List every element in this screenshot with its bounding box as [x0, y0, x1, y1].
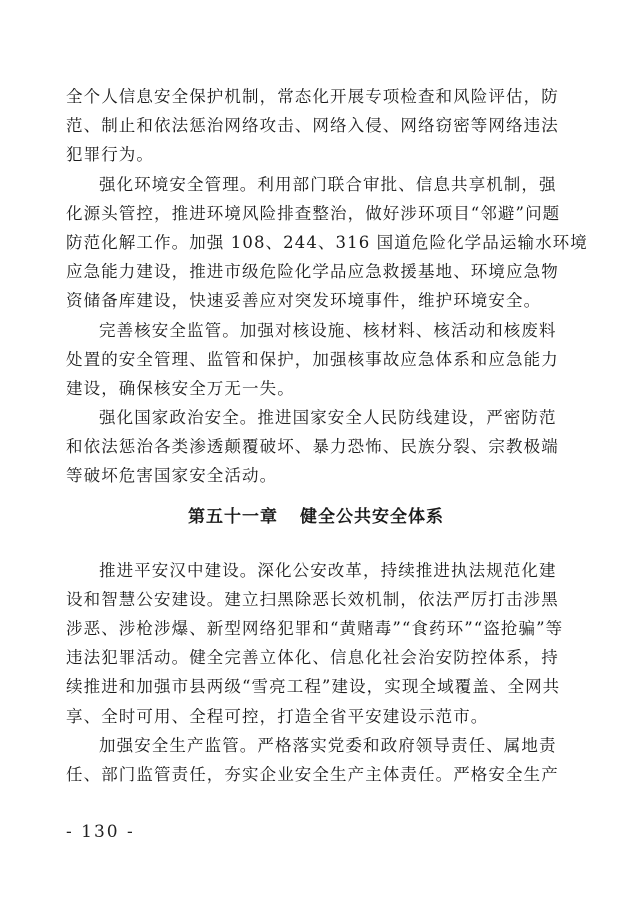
text-line: 应急能力建设，推进市级危险化学品应急救援基地、环境应急物: [66, 262, 559, 282]
paragraph-nuclear-safety: [66, 316, 566, 404]
text-line: 资储备库建设，快速妥善应对突发环境事件，维护环境安全。: [66, 291, 542, 311]
text-span: 深化公安改革，持续推进执法规范化建: [257, 560, 557, 580]
text-span: 推进国家安全人民防线建设，严密防范: [257, 408, 557, 428]
text-line: 享、全时可用、全程可控，打造全省平安建设示范市。: [66, 706, 489, 726]
paragraph-lead: 推进平安汉中建设。: [99, 560, 258, 580]
text-span: 加强对核设施、核材料、核活动和核废料: [239, 320, 557, 340]
text-line: 建设，确保核安全万无一失。: [66, 378, 295, 398]
text-line: 和依法惩治各类渗透颠覆破坏、暴力恐怖、民族分裂、宗教极端: [66, 437, 559, 457]
paragraph-lead: 强化国家政治安全。: [99, 408, 258, 428]
text-line: 化源头管控，推进环境风险排查整治，做好涉环项目“邻避”问题: [66, 203, 561, 223]
text-line: [66, 403, 566, 432]
text-span: 严格落实党委和政府领导责任、属地责: [257, 735, 557, 755]
document-page: [66, 82, 588, 789]
text-line: 犯罪行为。: [66, 145, 154, 165]
text-line: [66, 316, 566, 345]
paragraph-lead: 强化环境安全管理。: [99, 174, 258, 194]
text-line: 任、部门监管责任，夯实企业安全生产主体责任。严格安全生产: [66, 764, 559, 784]
text-line: 设和智慧公安建设。建立扫黑除恶长效机制，依法严厉打击涉黑: [66, 589, 559, 609]
text-line: 违法犯罪活动。健全完善立体化、信息化社会治安防控体系，持: [66, 648, 559, 668]
paragraph-lead: 加强安全生产监管。: [99, 735, 258, 755]
text-line: 续推进和加强市县两级“雪亮工程”建设，实现全域覆盖、全网共: [66, 677, 561, 697]
text-line: 处置的安全管理、监管和保护，加强核事故应急体系和应急能力: [66, 349, 559, 369]
text-line: [66, 731, 566, 760]
chapter-heading: [66, 503, 566, 532]
text-line: [66, 170, 566, 199]
text-line: 范、制止和依法惩治网络攻击、网络入侵、网络窃密等网络违法: [66, 116, 559, 136]
text-line: 防范化解工作。加强 108、244、316 国道危险化学品运输水环境: [66, 232, 588, 252]
paragraph-production-safety: [66, 731, 566, 789]
chapter-title: 健全公共安全体系: [300, 506, 444, 527]
text-line: 全个人信息安全保护机制，常态化开展专项检查和风险评估，防: [66, 87, 559, 106]
paragraph-network-security: [66, 82, 566, 170]
paragraph-environment-security: [66, 170, 588, 316]
chapter-number: 第五十一章: [188, 506, 278, 527]
paragraph-safe-hanzhong: [66, 556, 566, 731]
paragraph-political-security: [66, 403, 566, 491]
paragraph-lead: 完善核安全监管。: [99, 320, 240, 340]
text-line: 涉恶、涉枪涉爆、新型网络犯罪和“黄赌毒”“食药环”“盗抢骗”等: [66, 619, 564, 638]
page-number: - 130 -: [66, 822, 135, 842]
text-line: [66, 556, 566, 585]
text-line: 等破坏危害国家安全活动。: [66, 466, 278, 486]
text-span: 利用部门联合审批、信息共享机制，强: [257, 174, 557, 194]
